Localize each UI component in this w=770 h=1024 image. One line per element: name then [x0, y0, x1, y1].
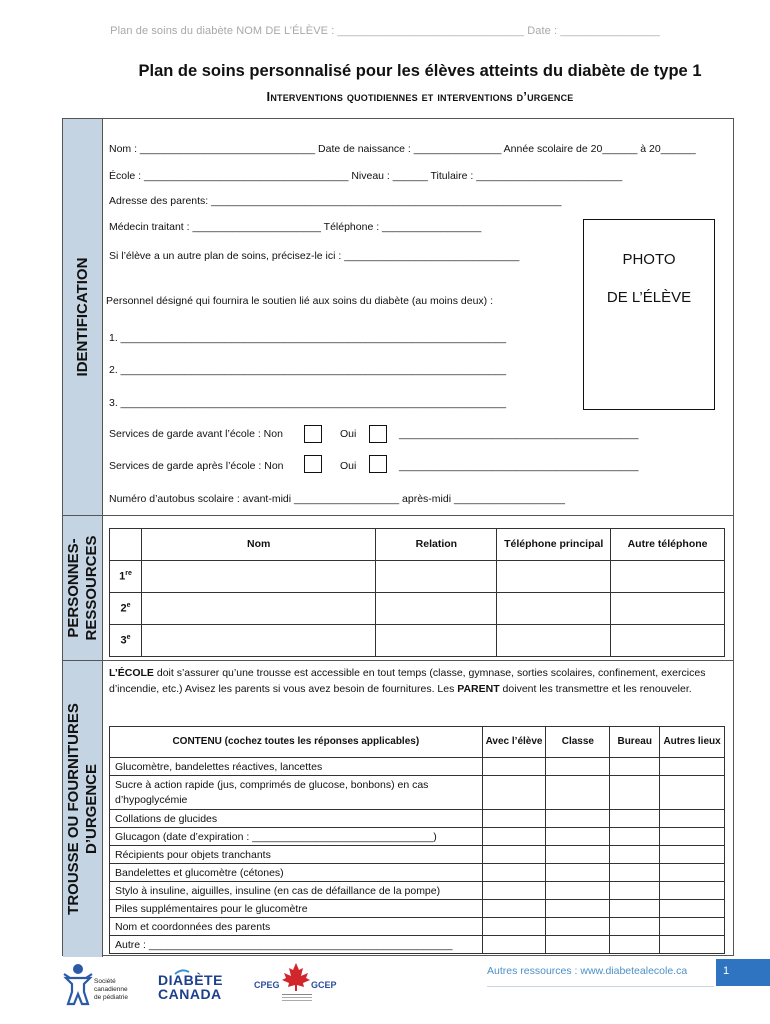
trousse-check-cell[interactable]	[610, 936, 660, 954]
logo-text: Société	[94, 978, 116, 985]
trousse-check-cell[interactable]	[546, 758, 610, 776]
garde-apres-oui-label: Oui	[340, 460, 357, 472]
section-label-line: PERSONNES-	[65, 538, 82, 638]
personnel-field-2[interactable]: 2. __________________________________________________________________	[109, 364, 507, 376]
trousse-check-cell[interactable]	[482, 758, 546, 776]
section-divider	[103, 660, 733, 661]
trousse-check-cell[interactable]	[610, 918, 660, 936]
garde-apres-label: Services de garde après l’école : Non	[109, 460, 284, 472]
trousse-instructions	[109, 666, 724, 697]
personnel-field-1[interactable]: 1. __________________________________________________________________	[109, 332, 507, 344]
photo-label: DE L’ÉLÈVE	[606, 289, 692, 306]
trousse-item-label: Piles supplémentaires pour le glucomètre	[110, 900, 483, 918]
table-cell-input[interactable]	[497, 561, 611, 593]
trousse-item-label: Nom et coordonnées des parents	[110, 918, 483, 936]
table-row	[110, 776, 725, 810]
cps-logo	[62, 962, 142, 1008]
trousse-check-cell[interactable]	[610, 758, 660, 776]
logo-text: CPEG	[254, 980, 280, 990]
trousse-check-cell[interactable]	[546, 828, 610, 846]
table-row	[110, 758, 725, 776]
table-cell-input[interactable]	[141, 593, 376, 625]
trousse-check-cell[interactable]	[482, 828, 546, 846]
trousse-check-cell[interactable]	[546, 936, 610, 954]
row-ordinal: re	[125, 570, 132, 578]
table-header-cell: Bureau	[610, 727, 660, 758]
emphasis-ecole: L’ÉCOLE	[109, 667, 154, 679]
section-divider	[103, 515, 733, 516]
table-header-cell: Relation	[376, 529, 497, 561]
emphasis-parent: PARENT	[457, 682, 500, 695]
table-row	[110, 900, 725, 918]
trousse-check-cell[interactable]	[482, 918, 546, 936]
trousse-check-cell[interactable]	[546, 810, 610, 828]
page-tab-divider	[714, 959, 716, 986]
trousse-check-cell[interactable]	[610, 810, 660, 828]
table-header-cell: Téléphone principal	[497, 529, 611, 561]
row-ordinal: e	[126, 602, 131, 610]
diabete-canada-logo	[158, 973, 228, 1007]
photo-box	[583, 219, 715, 410]
trousse-check-cell[interactable]	[660, 810, 725, 828]
resources-link[interactable]: Autres ressources : www.diabetealecole.ca	[487, 965, 688, 977]
cpeg-gcep-logo	[254, 962, 338, 1008]
garde-apres-non-checkbox[interactable]	[304, 455, 322, 473]
personnel-field-3[interactable]: 3. __________________________________________________________________	[109, 397, 507, 409]
table-row	[110, 593, 725, 625]
trousse-check-cell[interactable]	[660, 882, 725, 900]
page-number: 1	[723, 965, 730, 977]
trousse-check-cell[interactable]	[660, 936, 725, 954]
garde-apres-details-field[interactable]: _________________________________________	[399, 460, 639, 472]
table-header-row	[110, 727, 725, 758]
table-header-cell: Autre téléphone	[611, 529, 725, 561]
table-row	[110, 864, 725, 882]
ressources-table	[109, 528, 725, 657]
trousse-check-cell[interactable]	[660, 758, 725, 776]
row-number: 3	[120, 634, 127, 647]
garde-avant-non-checkbox[interactable]	[304, 425, 322, 443]
trousse-check-cell[interactable]	[660, 918, 725, 936]
section-band-identification	[63, 119, 103, 515]
trousse-check-cell[interactable]	[660, 864, 725, 882]
trousse-item-label: Glucomètre, bandelettes réactives, lancettes	[110, 758, 483, 776]
trousse-check-cell[interactable]	[546, 900, 610, 918]
footer-divider	[487, 986, 714, 987]
table-row	[110, 846, 725, 864]
table-row	[110, 625, 725, 657]
trousse-item-label: Stylo à insuline, aiguilles, insuline (en cas de défaillance de la pompe)	[110, 882, 483, 900]
trousse-check-cell[interactable]	[610, 882, 660, 900]
table-row	[110, 936, 725, 954]
table-cell-input[interactable]	[376, 625, 497, 657]
table-row	[110, 810, 725, 828]
row-index	[110, 625, 142, 657]
table-cell-input[interactable]	[141, 625, 376, 657]
trousse-check-cell[interactable]	[482, 900, 546, 918]
trousse-check-cell[interactable]	[610, 864, 660, 882]
logo-rule	[282, 994, 312, 995]
autobus-field-line[interactable]: Numéro d’autobus scolaire : avant-midi __________________ après-midi ___________________	[109, 493, 565, 505]
garde-avant-oui-label: Oui	[340, 428, 357, 440]
page-subtitle: Interventions quotidiennes et interventions d’urgence	[266, 89, 574, 104]
adresse-field-line[interactable]: Adresse des parents: ____________________________________________________________	[109, 195, 562, 207]
page-number-tab	[714, 959, 770, 986]
instructions-text: doivent les transmettre et les renouveler.	[499, 682, 692, 695]
row-index	[110, 561, 142, 593]
trousse-check-cell[interactable]	[610, 776, 660, 810]
row-number: 1	[119, 570, 126, 583]
running-header: Plan de soins du diabète NOM DE L’ÉLÈVE : ______________________________ Date : ________________	[110, 25, 660, 37]
section-label-identification: IDENTIFICATION	[74, 257, 91, 377]
trousse-check-cell[interactable]	[546, 864, 610, 882]
section-label-line: TROUSSE OU FOURNITURES	[65, 703, 82, 915]
trousse-check-cell[interactable]	[660, 828, 725, 846]
trousse-check-cell[interactable]	[660, 776, 725, 810]
section-label-line: D’URGENCE	[83, 764, 100, 855]
table-cell-input[interactable]	[376, 561, 497, 593]
section-band-trousse	[63, 660, 103, 957]
table-header-row	[110, 529, 725, 561]
trousse-check-cell[interactable]	[546, 846, 610, 864]
row-number: 2	[120, 602, 127, 615]
trousse-check-cell[interactable]	[546, 776, 610, 810]
personnel-label: Personnel désigné qui fournira le soutien lié aux soins du diabète (au moins deux) :	[106, 295, 493, 307]
trousse-check-cell[interactable]	[482, 882, 546, 900]
ecole-field-line[interactable]: École : ___________________________________ Niveau : ______ Titulaire : _________________________	[109, 170, 623, 182]
maple-leaf-icon	[281, 962, 311, 992]
accent-swoosh-icon	[174, 969, 190, 975]
trousse-check-cell[interactable]	[482, 846, 546, 864]
section-band-ressources	[63, 515, 103, 660]
table-header-cell: Nom	[141, 529, 376, 561]
section-label-line: RESSOURCES	[83, 535, 100, 641]
section-label-ressources	[65, 535, 101, 640]
trousse-check-cell[interactable]	[610, 846, 660, 864]
table-row	[110, 918, 725, 936]
garde-avant-oui-checkbox[interactable]	[369, 425, 387, 443]
row-index	[110, 593, 142, 625]
instructions-text: doit s’assurer qu’une trousse est accessible en tout temps (classe, gymnase, sorties scolaires, confinement, exercices d’incendie, etc.) Avisez les parents si vous avez besoin de fournitures. Les	[109, 667, 706, 695]
table-header-cell: Autres lieux	[660, 727, 725, 758]
medecin-field-line[interactable]: Médecin traitant : ______________________ Téléphone : _________________	[109, 221, 482, 233]
table-header-cell	[110, 529, 142, 561]
trousse-check-cell[interactable]	[482, 864, 546, 882]
logo-text: de pédiatrie	[94, 994, 128, 1001]
trousse-item-label: Bandelettes et glucomètre (cétones)	[110, 864, 483, 882]
logo-rule	[282, 997, 312, 998]
logo-text: canadienne	[94, 986, 128, 993]
table-row	[110, 882, 725, 900]
table-cell-input[interactable]	[611, 593, 725, 625]
trousse-table	[109, 726, 725, 954]
autre-plan-field-line[interactable]: Si l’élève a un autre plan de soins, précisez-le ici : ______________________________	[109, 250, 520, 262]
garde-apres-oui-checkbox[interactable]	[369, 455, 387, 473]
garde-avant-details-field[interactable]: _________________________________________	[399, 428, 639, 440]
table-cell-input[interactable]	[497, 625, 611, 657]
table-cell-input[interactable]	[611, 625, 725, 657]
page-title: Plan de soins personnalisé pour les élèves atteints du diabète de type 1	[138, 62, 702, 80]
table-header-cell: Avec l’élève	[482, 727, 546, 758]
trousse-check-cell[interactable]	[660, 846, 725, 864]
trousse-item-label: Sucre à action rapide (jus, comprimés de glucose, bonbons) en cas d’hypoglycémie	[110, 776, 483, 810]
table-row	[110, 561, 725, 593]
trousse-check-cell[interactable]	[482, 810, 546, 828]
trousse-check-cell[interactable]	[482, 776, 546, 810]
row-ordinal: e	[126, 634, 131, 642]
nom-field-line[interactable]: Nom : ______________________________ Date de naissance : _______________ Année scolaire de 20______ à 20______	[109, 143, 696, 155]
table-cell-input[interactable]	[497, 593, 611, 625]
logo-rule	[282, 1000, 312, 1001]
garde-avant-label: Services de garde avant l’école : Non	[109, 428, 283, 440]
table-cell-input[interactable]	[141, 561, 376, 593]
trousse-check-cell[interactable]	[660, 900, 725, 918]
table-cell-input[interactable]	[376, 593, 497, 625]
section-label-trousse	[65, 703, 101, 915]
logo-text: GCEP	[311, 980, 337, 990]
table-header-cell: Classe	[546, 727, 610, 758]
trousse-item-label: Autre : ____________________________________________________	[110, 936, 483, 954]
photo-label: PHOTO	[622, 251, 676, 268]
logo-text: DIABÈTE	[158, 972, 223, 988]
trousse-check-cell[interactable]	[482, 936, 546, 954]
trousse-check-cell[interactable]	[546, 882, 610, 900]
trousse-check-cell[interactable]	[546, 918, 610, 936]
trousse-item-label: Récipients pour objets tranchants	[110, 846, 483, 864]
trousse-item-label: Glucagon (date d’expiration : _______________________________)	[110, 828, 483, 846]
table-row	[110, 828, 725, 846]
trousse-check-cell[interactable]	[610, 828, 660, 846]
table-cell-input[interactable]	[611, 561, 725, 593]
trousse-check-cell[interactable]	[610, 900, 660, 918]
logo-text: CANADA	[158, 986, 222, 1002]
trousse-item-label: Collations de glucides	[110, 810, 483, 828]
child-figure-icon	[62, 962, 94, 1006]
table-header-cell: CONTENU (cochez toutes les réponses applicables)	[110, 727, 483, 758]
